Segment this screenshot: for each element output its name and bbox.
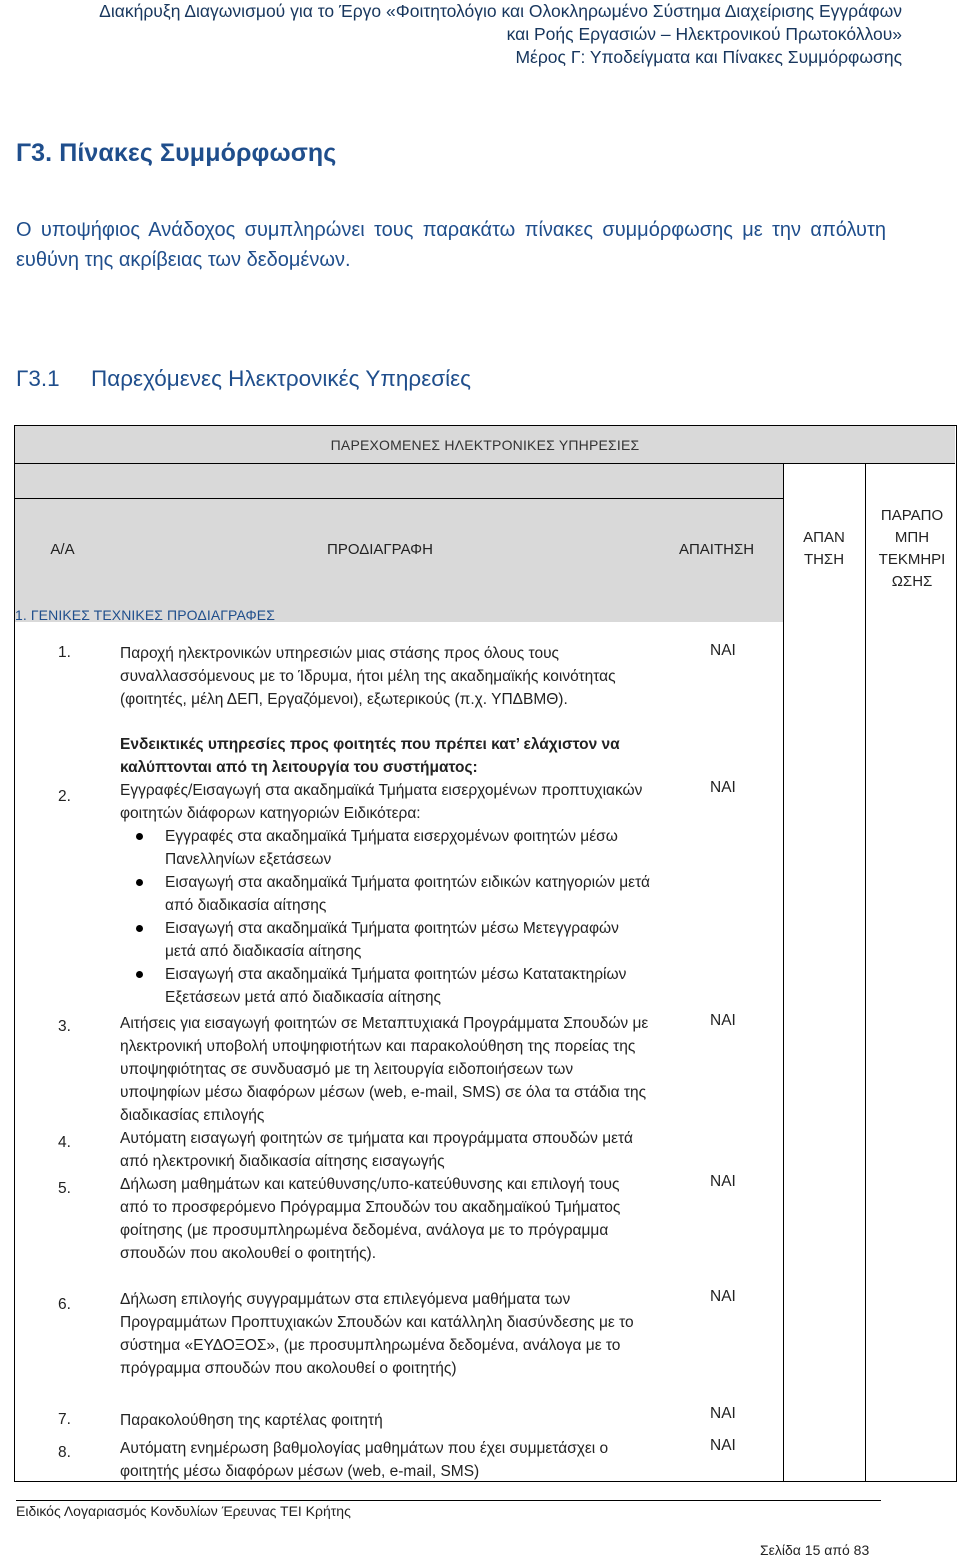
row-5-number: 5. (58, 1180, 71, 1197)
header-divider (15, 498, 783, 499)
col-header-ans: ΑΠΑΝ ΤΗΣΗ (803, 529, 845, 568)
row-6-text: Δήλωση επιλογής συγγραμμάτων στα επιλεγόμενα μαθήματα των Προγραμμάτων Προπτυχιακών Σπουδών και κατάλληλη διασύνδεσης με το σύστημα «ΕΥΔΟΞΟΣ», (με προσυμπληρωμένα δεδομένα, ανάλογα με το πρόγραμμα σπουδών που ακολουθεί ο φοιτητής) (120, 1291, 634, 1377)
row-5-text: Δήλωση μαθημάτων και κατεύθυνσης/υπο-κατεύθυνσης και επιλογή τους από το προσφερόμενο Πρόγραμμα Σπουδών του ακαδημαϊκού Τμήματος φοίτησης (με προσυμπληρωμένα δεδομένα, ανάλογα με το πρόγραμμα σπουδών που ακολουθεί ο φοιτητής). (120, 1176, 621, 1262)
row-2-bullet-4: Εισαγωγή στα ακαδημαϊκά Τμήματα φοιτητών μέσω Κατατακτηρίων Εξετάσεων μετά από διαδικασία αίτησης (120, 963, 650, 1009)
row-2-bullet-2: Εισαγωγή στα ακαδημαϊκά Τμήματα φοιτητών ειδικών κατηγοριών μετά από διαδικασία αίτησης (120, 871, 650, 917)
row-4-number: 4. (58, 1134, 71, 1151)
row-1-number: 1. (58, 644, 71, 661)
intro-paragraph: Ο υποψήφιος Ανάδοχος συμπληρώνει τους παρακάτω πίνακες συμμόρφωσης με την απόλυτη ευθύνη της ακρίβειας των δεδομένων. (16, 219, 886, 271)
footer-organization: Ειδικός Λογαριασμός Κονδυλίων Έρευνας ΤΕΙ Κρήτης (16, 1503, 351, 1519)
row-8-requirement: ΝΑΙ (710, 1437, 736, 1454)
row-2-bullet-1: Εγγραφές στα ακαδημαϊκά Τμήματα εισερχομένων φοιτητών μέσω Πανελληνίων εξετάσεων (120, 825, 650, 871)
row-7-number: 7. (58, 1411, 71, 1428)
row-2-bullet-3: Εισαγωγή στα ακαδημαϊκά Τμήματα φοιτητών μέσω Μετεγγραφών μετά από διαδικασία αίτησης (120, 917, 650, 963)
row-8-text: Αυτόματη ενημέρωση βαθμολογίας μαθημάτων που έχει συμμετάσχει ο φοιτητής μέσω διαφόρων μέσων (web, e-mail, SMS) (120, 1440, 609, 1480)
table-caption: ΠΑΡΕΧΟΜΕΝΕΣ ΗΛΕΚΤΡΟΝΙΚΕΣ ΥΠΗΡΕΣΙΕΣ (15, 426, 955, 464)
subsection-number: Γ3.1 (16, 366, 60, 391)
row-2-text: Εγγραφές/Εισαγωγή στα ακαδημαϊκά Τμήματα εισερχομένων προπτυχιακών φοιτητών διάφορων κατηγοριών Ειδικότερα: (120, 782, 643, 822)
row-2-requirement: ΝΑΙ (710, 779, 736, 796)
running-header (99, 0, 902, 69)
col-header-req: ΑΠΑΙΤΗΣΗ (678, 540, 755, 558)
compliance-table (14, 425, 957, 1482)
row-7-text: Παρακολούθηση της καρτέλας φοιτητή (120, 1412, 383, 1429)
row-6-number: 6. (58, 1296, 71, 1313)
header-line-3: Μέρος Γ: Υποδείγματα και Πίνακες Συμμόρφωσης (515, 47, 902, 67)
section-heading: Γ3. Πίνακες Συμμόρφωσης (16, 139, 337, 167)
row-3-requirement: ΝΑΙ (710, 1012, 736, 1029)
row-3-number: 3. (58, 1018, 71, 1035)
column-divider-ans (783, 464, 784, 1481)
col-header-aa: Α/Α (50, 540, 75, 558)
row-7-requirement: ΝΑΙ (710, 1405, 736, 1422)
row-1-text: Παροχή ηλεκτρονικών υπηρεσιών μιας στάσης προς όλους τους συναλλασσόμενους με το Ίδρυμα, ήτοι μέλη της ακαδημαϊκής κοινότητας (φοιτητές, μέλη ΔΕΠ, Εργαζόμενοι), εξωτερικούς (π.χ. ΥΠΔΒΜΘ). (120, 645, 616, 708)
row-4-text: Αυτόματη εισαγωγή φοιτητών σε τμήματα και προγράμματα σπουδών μετά από ηλεκτρονική διαδικασία αίτησης εισαγωγής (120, 1130, 633, 1170)
row-1-requirement: ΝΑΙ (710, 642, 736, 659)
column-divider-ref (865, 464, 866, 1481)
services-subheading: Ενδεικτικές υπηρεσίες προς φοιτητές που πρέπει κατ’ ελάχιστον να καλύπτονται από τη λειτουργία του συστήματος: (120, 736, 620, 776)
footer-divider (16, 1500, 881, 1501)
row-6-requirement: ΝΑΙ (710, 1288, 736, 1305)
row-2-number: 2. (58, 788, 71, 805)
section-row: 1. ΓΕΝΙΚΕΣ ΤΕΧΝΙΚΕΣ ΠΡΟΔΙΑΓΡΑΦΕΣ (15, 607, 275, 623)
row-5-requirement: ΝΑΙ (710, 1173, 736, 1190)
row-3-text: Αιτήσεις για εισαγωγή φοιτητών σε Μεταπτυχιακά Προγράμματα Σπουδών με ηλεκτρονική υποβολή υποψηφιοτήτων και παρακολούθηση της πορείας της υποψηφιότητας σε συνδυασμό με τη λειτουργία ειδοποιήσεων των υποψηφίων μέσω διαφόρων μέσων (web, e-mail, SMS) σε όλα τα στάδια της διαδικασίας επιλογής (120, 1015, 649, 1124)
col-header-spec: ΠΡΟΔΙΑΓΡΑΦΗ (327, 540, 433, 558)
row-2-content (120, 779, 650, 1009)
col-header-ref: ΠΑΡΑΠΟ ΜΠΗ ΤΕΚΜΗΡΙ ΩΣΗΣ (878, 507, 946, 590)
subsection-heading (16, 366, 471, 392)
row-8-number: 8. (58, 1444, 71, 1461)
header-line-1: Διακήρυξη Διαγωνισμού για το Έργο «Φοιτητολόγιο και Ολοκληρωμένο Σύστημα Διαχείρισης Εγγράφων (99, 1, 902, 21)
row-2-bullet-list (120, 825, 650, 1009)
subsection-title: Παρεχόμενες Ηλεκτρονικές Υπηρεσίες (91, 366, 472, 391)
page-number: Σελίδα 15 από 83 (760, 1542, 870, 1558)
header-line-2: και Ροής Εργασιών – Ηλεκτρονικού Πρωτοκόλλου» (506, 24, 902, 44)
